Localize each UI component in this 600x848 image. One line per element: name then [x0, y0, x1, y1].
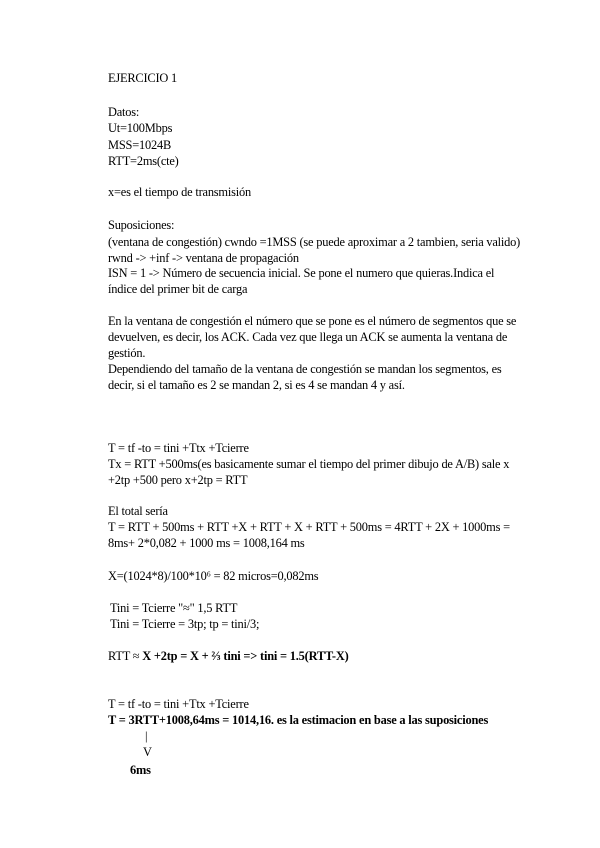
- total-heading: El total sería: [108, 504, 168, 518]
- datos-rtt: RTT=2ms(cte): [108, 154, 179, 168]
- final-estimation: T = 3RTT+1008,64ms = 1014,16. es la estimacion en base a las suposiciones: [108, 713, 489, 727]
- datos-heading: Datos:: [108, 105, 140, 119]
- result-6ms: 6ms: [130, 763, 151, 777]
- ventana-line-4: Dependiendo del tamaño de la ventana de congestión se mandan los segmentos, es: [108, 362, 502, 376]
- x-calculation: X=(1024*8)/100*10⁶ = 82 micros=0,082ms: [108, 569, 319, 583]
- total-line-1: T = RTT + 500ms + RTT +X + RTT + X + RTT + 500ms = 4RTT + 2X + 1000ms =: [108, 520, 510, 534]
- datos-mss: MSS=1024B: [108, 138, 172, 152]
- arrow-v: V: [143, 745, 152, 759]
- suposiciones-line-3: ISN = 1 -> Número de secuencia inicial. Se pone el numero que quieras.Indica el: [108, 266, 495, 280]
- arrow-bar: |: [145, 729, 148, 743]
- formula-tx-line-1: Tx = RTT +500ms(es basicamente sumar el tiempo del primer dibujo de A/B) sale x: [108, 457, 510, 471]
- rtt-equation-plain: RTT ≈: [108, 649, 143, 663]
- rtt-equation-bold: X +2tp = X + ⅔ tini => tini = 1.5(RTT-X): [142, 649, 349, 663]
- ventana-line-2: devuelven, es decir, los ACK. Cada vez que llega un ACK se aumenta la ventana de: [108, 330, 508, 344]
- suposiciones-heading: Suposiciones:: [108, 218, 175, 232]
- suposiciones-line-1: (ventana de congestión) cwndo =1MSS (se puede aproximar a 2 tambien, seria valido): [108, 235, 521, 249]
- document-title: EJERCICIO 1: [108, 71, 178, 85]
- datos-ut: Ut=100Mbps: [108, 121, 173, 135]
- final-formula-t: T = tf -to = tini +Ttx +Tcierre: [108, 697, 249, 711]
- total-line-2: 8ms+ 2*0,082 + 1000 ms = 1008,164 ms: [108, 536, 305, 550]
- suposiciones-line-4: índice del primer bit de carga: [108, 282, 248, 296]
- tini-line-1: Tini = Tcierre "≈" 1,5 RTT: [110, 601, 238, 615]
- rtt-equation: [108, 648, 349, 664]
- ventana-line-5: decir, si el tamaño es 2 se mandan 2, si es 4 se mandan 4 y así.: [108, 378, 405, 392]
- formula-tx-line-2: +2tp +500 pero x+2tp = RTT: [108, 473, 248, 487]
- suposiciones-line-2: rwnd -> +inf -> ventana de propagación: [108, 251, 299, 265]
- ventana-line-1: En la ventana de congestión el número que se pone es el número de segmentos que se: [108, 314, 517, 328]
- ventana-line-3: gestión.: [108, 346, 146, 360]
- formula-t: T = tf -to = tini +Ttx +Tcierre: [108, 441, 249, 455]
- tini-line-2: Tini = Tcierre = 3tp; tp = tini/3;: [110, 617, 260, 631]
- x-definition: x=es el tiempo de transmisión: [108, 185, 251, 199]
